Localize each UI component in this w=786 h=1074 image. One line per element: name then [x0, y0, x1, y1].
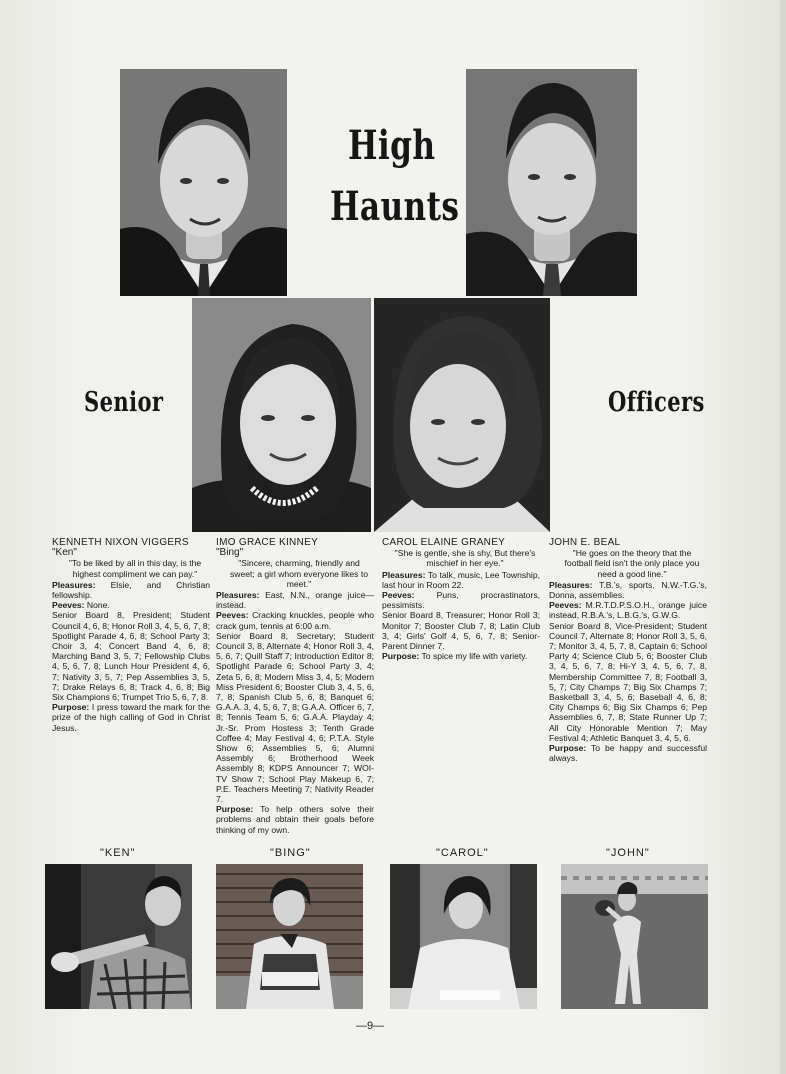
candid-photo-bing: [216, 864, 363, 1009]
purpose: [549, 743, 707, 763]
portrait-ken: [120, 69, 287, 296]
pleasures: [216, 590, 374, 610]
candid-caption-bing: "BING": [270, 847, 311, 859]
student-nickname: "Ken": [52, 547, 77, 559]
purpose-label: Purpose:: [549, 743, 587, 754]
student-quote: "He goes on the theory that the football field isn't the only place you need a good line.": [564, 548, 700, 579]
activities: Senior Board 8, President; Student Council 4, 6, 8; Honor Roll 3, 4, 5, 6, 7, 8; Spotlight Parade 4, 6, 8; School Party 3; Choir 3, 4; Concert Band 4, 6, 8; Marching Band 3, 5, 7; Fellowship Clubs 4, 5, 6, 7, 8; Lunch Hour President 4, 6, 7; Nativity 3, 5, 7; Pep Assemblies 3, 5, 7; Drake Relays 6, 8; Track 4, 6, 8; Big Six Champions 6; Trumpet Trio 5, 6, 7, 8.: [52, 610, 210, 703]
peeves: [52, 600, 210, 610]
peeves-label: Peeves:: [549, 600, 582, 611]
peeves-label: Peeves:: [216, 610, 249, 621]
peeves-text: Cracking knuckles, people who crack gum, tennis at 6:00 a.m.: [216, 610, 375, 631]
student-name: KENNETH NIXON VIGGERS: [52, 537, 189, 548]
purpose-text: To spice my life with variety.: [421, 651, 528, 662]
student-quote: "To be liked by all in this day, is the highest compliment we can pay.": [68, 558, 202, 579]
candid-photo-carol: [390, 864, 537, 1009]
pleasures-text: T.B.'s, sports, N.W.-T.G.'s, Donna, assemblies.: [549, 579, 707, 601]
candid-photo-john: [561, 864, 708, 1009]
bio-imo: [216, 538, 374, 835]
peeves-text: None.: [86, 600, 110, 611]
purpose-text: To help others solve their problems and obtain their goals before thinking of my own.: [216, 804, 374, 835]
student-name: IMO GRACE KINNEY: [216, 537, 319, 548]
heading-senior: Senior: [84, 387, 164, 418]
pleasures-label: Pleasures:: [382, 569, 426, 580]
peeves: [216, 610, 374, 630]
title-high: High: [348, 122, 436, 169]
student-quote: "Sincere, charming, friendly and sweet; a girl whom everyone likes to meet.": [229, 558, 369, 589]
purpose-label: Purpose:: [52, 702, 90, 713]
peeves-label: Peeves:: [52, 600, 85, 611]
bio-carol: [382, 538, 540, 661]
peeves-label: Peeves:: [382, 590, 415, 601]
student-name: CAROL ELAINE GRANEY: [382, 537, 506, 548]
peeves-text: Puns, procrastinators, pessimists.: [382, 590, 541, 611]
purpose-label: Purpose:: [382, 651, 420, 662]
portrait-john: [466, 69, 637, 296]
purpose: [52, 702, 210, 733]
purpose: [382, 651, 540, 661]
page-number: —9—: [356, 1020, 385, 1032]
title-haunts: Haunts: [330, 183, 460, 230]
peeves: [549, 600, 707, 620]
pleasures: [52, 580, 210, 600]
student-nickname: "Bing": [216, 547, 244, 559]
portrait-imo: [192, 298, 371, 532]
peeves: [382, 590, 540, 610]
student-quote: "She is gentle, she is shy, But there's mischief in her eye.": [394, 548, 536, 569]
portrait-carol: [374, 298, 550, 532]
pleasures-text: Elsie, and Christian fellowship.: [52, 579, 211, 601]
student-name: JOHN E. BEAL: [549, 537, 621, 548]
activities: Senior Board 8, Secretary; Student Council 3, 8, Alternate 4; Honor Roll 3, 4, 5, 6, 7; Quill Staff 7; Introduction Editor 8; Spotlight Parade 6; School Party 3, 4; Zeta 5, 6, 8; Modern Miss 3, 4, 5; Modern Miss President 6; Booster Club 3, 4, 5, 6, 7, 8; Spanish Club 5, 6, 8; Banquet 6; G.A.A. 3, 4, 5, 6, 7, 8; G.A.A. Officer 6, 7, 8; Tennis Team 5, 6; G.A.A. Playday 4; Jr.-Sr. Prom Hostess 3; Tenth Grade Coffee 4; May Festival 4, 6; P.T.A. Style Show 6; Assemblies 5, 6; Alumni Assembly 6; Brotherhood Week Assembly 8; KDPS Announcer 7; WOI-TV Show 7; School Play Makeup 6, 7; P.E. Teachers Meeting 7; Nativity Reader 7.: [216, 630, 374, 805]
purpose-label: Purpose:: [216, 804, 254, 815]
candid-caption-carol: "CAROL": [436, 847, 489, 859]
candid-caption-john: "JOHN": [606, 847, 650, 859]
candid-photo-ken: [45, 864, 192, 1009]
purpose-text: I press toward the mark for the prize of the high calling of God in Christ Jesus.: [52, 702, 210, 733]
pleasures-text: East, N.N., orange juice—instead.: [216, 590, 375, 611]
pleasures-label: Pleasures:: [549, 579, 593, 590]
candid-caption-ken: "KEN": [100, 847, 136, 859]
page-edge: [780, 0, 786, 1074]
bio-john: [549, 538, 707, 763]
pleasures: [549, 580, 707, 600]
peeves-text: M.R.T.D.P.S.O.H., orange juice instead, R.B.A.'s, L.B.G.'s, G.W.G.: [549, 600, 707, 621]
pleasures-text: To talk, music, Lee Township, last hour in Room 22.: [382, 569, 540, 590]
pleasures-label: Pleasures:: [216, 590, 260, 601]
activities: Senior Board 8, Vice-President; Student Council 7, Alternate 8; Honor Roll 3, 5, 6, 7; Monitor 3, 4, 5, 7, 8, Captain 6; School Party 4; Science Club 5, 6; Booster Club 3, 4, 5, 6, 7, 8; Hi-Y 3, 4, 5, 6, 7, 8, Membership Committee 7, 8; Football 3, 5, 7; City Champs 7; Big Six Champs 7; Basketball 3, 4, 5, 6; Baseball 4, 6, 8; City Champs 6; Big Six Champs 6; Pep Assemblies 6, 7, 8; State Runner Up 7; All City Honorable Mention 7; May Festival 4; Athletic Banquet 3, 4, 5, 6.: [549, 620, 707, 743]
heading-officers: Officers: [608, 387, 705, 418]
pleasures-label: Pleasures:: [52, 579, 96, 590]
bio-ken: [52, 538, 210, 733]
activities: Senior Board 8, Treasurer; Honor Roll 3; Monitor 7; Booster Club 7, 8; Latin Club 3, 4; Girls' Golf 4, 5, 6, 7, 8; Senior-Parent Dinner 7.: [382, 610, 540, 652]
purpose: [216, 804, 374, 835]
pleasures: [382, 570, 540, 590]
purpose-text: To be happy and successful always.: [549, 743, 708, 764]
